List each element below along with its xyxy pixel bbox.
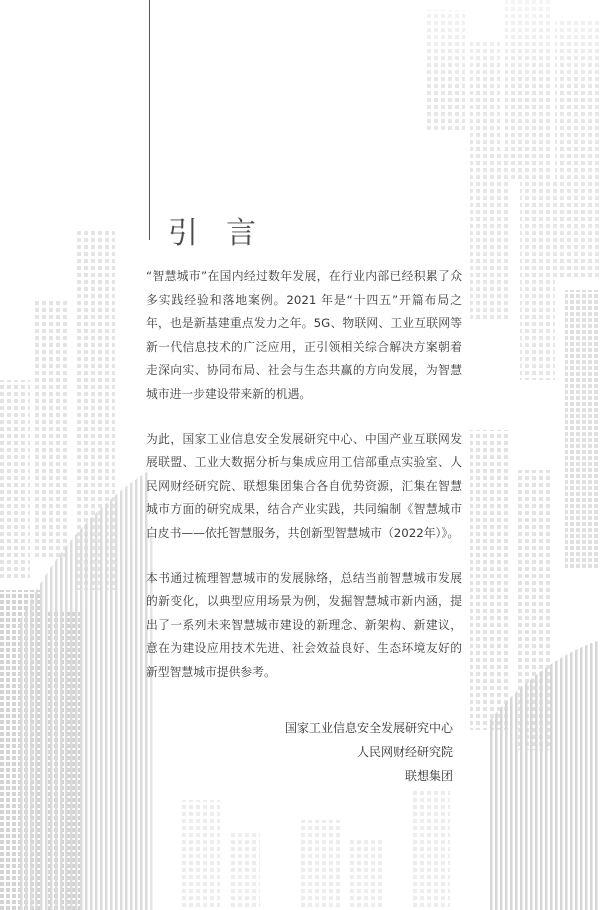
page-heading: 引言 — [168, 216, 284, 251]
paragraph: 为此，国家工业信息安全发展研究中心、中国产业互联网发展联盟、工业大数据分析与集成应用工信部重点实验室、人民网财经研究院、联想集团集合各自优势资源，汇集在智慧城市方面的研究成果，结合产业实践，共同编制《智慧城市白皮书——依托智慧服务，共创新型智慧城市（2022年）》。 — [146, 431, 462, 540]
paragraph: “智慧城市”在国内经过数年发展，在行业内部已经积累了众多实践经验和落地案例。2021 年是“十四五”开篇布局之年，也是新基建重点发力之年。5G、物联网、工业互联网等新一代信息技术的广泛应用，正引领相关综合解决方案朝着走深向实、协同布局、社会与生态共赢的方向发展，为智慧城市进一步建设带来新的机遇。 — [146, 269, 462, 401]
paragraph: 本书通过梳理智慧城市的发展脉络，总结当前智慧城市发展的新变化，以典型应用场景为例，发掘智慧城市新内涵，提出了一系列未来智慧城市建设的新理念、新架构、新建议，意在为建设应用技术先进、社会效益良好、生态环境友好的新型智慧城市提供参考。 — [146, 570, 462, 679]
body-text — [146, 265, 462, 706]
signatory: 人民网财经研究院 — [356, 745, 453, 759]
signatory: 联想集团 — [404, 769, 453, 783]
signature-block — [285, 716, 453, 788]
bottom-building-group — [180, 790, 450, 910]
vertical-rule — [149, 0, 150, 240]
left-building-group — [0, 230, 155, 910]
signatory: 国家工业信息安全发展研究中心 — [284, 721, 453, 735]
